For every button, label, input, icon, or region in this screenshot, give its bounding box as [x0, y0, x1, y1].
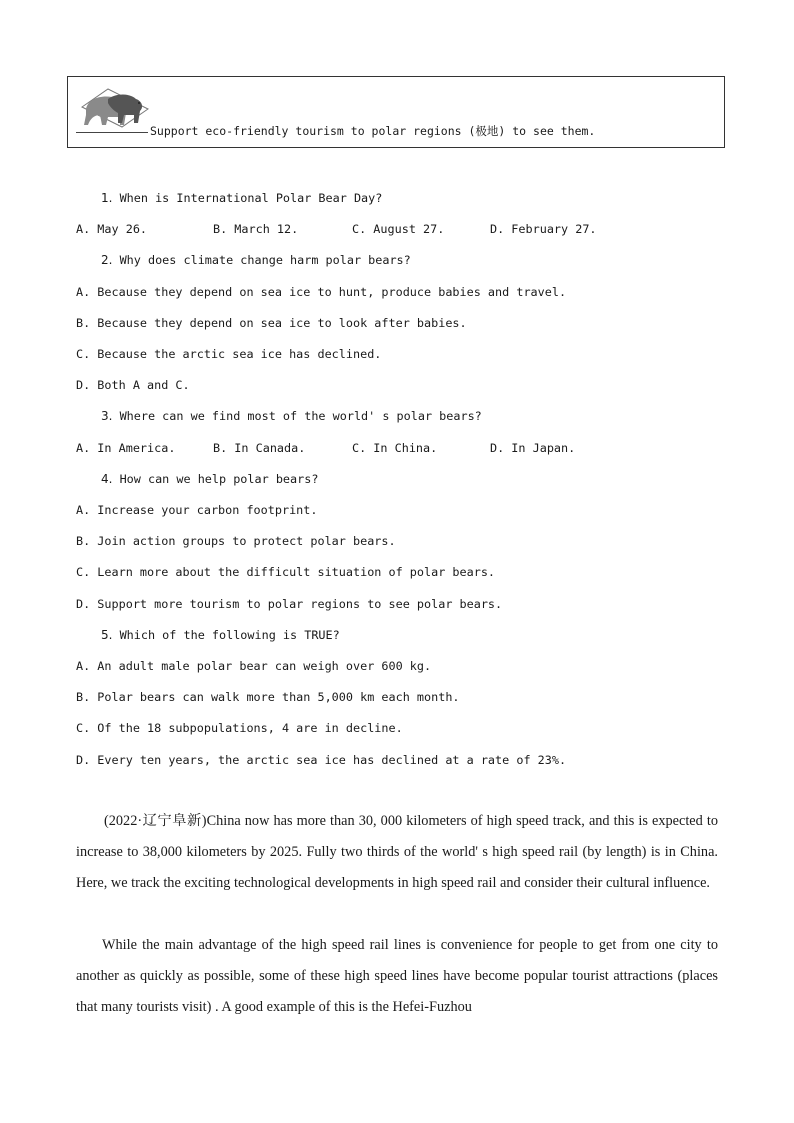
question-text: When is International Polar Bear Day? — [119, 191, 383, 205]
question-3-options — [76, 440, 636, 456]
option-c: C. In China. — [352, 441, 438, 455]
option-a: A. In America. — [76, 441, 176, 455]
option-c: C. Of the 18 subpopulations, 4 are in decline. — [76, 721, 403, 735]
paragraph-text: China now has more than 30, 000 kilometers of high speed track, and this is expected to increase to 38,000 kilometers by 2025. Fully two thirds of the world' s high speed rail (by length) is in China. Here, we track the exciting technological developments in high speed rail and consider their cultural influence. — [76, 813, 718, 891]
question-3 — [101, 408, 482, 424]
option-c: C. Because the arctic sea ice has declined. — [76, 347, 382, 361]
passage-source: (2022·辽宁阜新) — [104, 813, 207, 829]
question-text: Where can we find most of the world' s polar bears? — [119, 409, 482, 423]
option-d: D. Every ten years, the arctic sea ice has declined at a rate of 23%. — [76, 753, 567, 767]
question-text: How can we help polar bears? — [119, 472, 319, 486]
question-text: Which of the following is TRUE? — [119, 628, 340, 642]
tip-text: Support eco-friendly tourism to polar regions (极地) to see them. — [150, 124, 596, 138]
option-a: A. Because they depend on sea ice to hunt, produce babies and travel. — [76, 285, 567, 299]
question-number: 4. — [101, 472, 113, 486]
question-1 — [101, 190, 382, 206]
option-b: B. March 12. — [213, 222, 299, 236]
option-b: B. In Canada. — [213, 441, 306, 455]
option-a: A. Increase your carbon footprint. — [76, 503, 318, 517]
question-number: 1. — [101, 191, 113, 205]
question-number: 2. — [101, 253, 113, 267]
polar-bear-image — [78, 85, 150, 131]
option-d: D. In Japan. — [490, 441, 576, 455]
passage-paragraph-2: While the main advantage of the high speed rail lines is convenience for people to get from one city to another as quickly as possible, some of these high speed lines have become popular tourist attractions (places that many tourists visit) . A good example of this is the Hefei-Fuzhou — [76, 937, 718, 1015]
option-b: B. Join action groups to protect polar bears. — [76, 534, 396, 548]
question-number: 5. — [101, 628, 113, 642]
option-d: D. Both A and C. — [76, 378, 190, 392]
option-c: C. August 27. — [352, 222, 445, 236]
option-a: A. May 26. — [76, 222, 148, 236]
option-c: C. Learn more about the difficult situation of polar bears. — [76, 565, 496, 579]
tip-box — [67, 76, 725, 148]
question-text: Why does climate change harm polar bears? — [119, 253, 411, 267]
option-b: B. Polar bears can walk more than 5,000 km each month. — [76, 690, 460, 704]
answer-blank-line — [76, 132, 148, 133]
question-5 — [101, 627, 340, 643]
option-d: D. February 27. — [490, 222, 597, 236]
question-1-options — [76, 221, 636, 237]
option-a: A. An adult male polar bear can weigh over 600 kg. — [76, 659, 432, 673]
question-2 — [101, 252, 411, 268]
option-b: B. Because they depend on sea ice to look after babies. — [76, 316, 467, 330]
option-d: D. Support more tourism to polar regions to see polar bears. — [76, 597, 503, 611]
passage-paragraph-1 — [76, 806, 718, 899]
question-number: 3. — [101, 409, 113, 423]
question-4 — [101, 471, 318, 487]
